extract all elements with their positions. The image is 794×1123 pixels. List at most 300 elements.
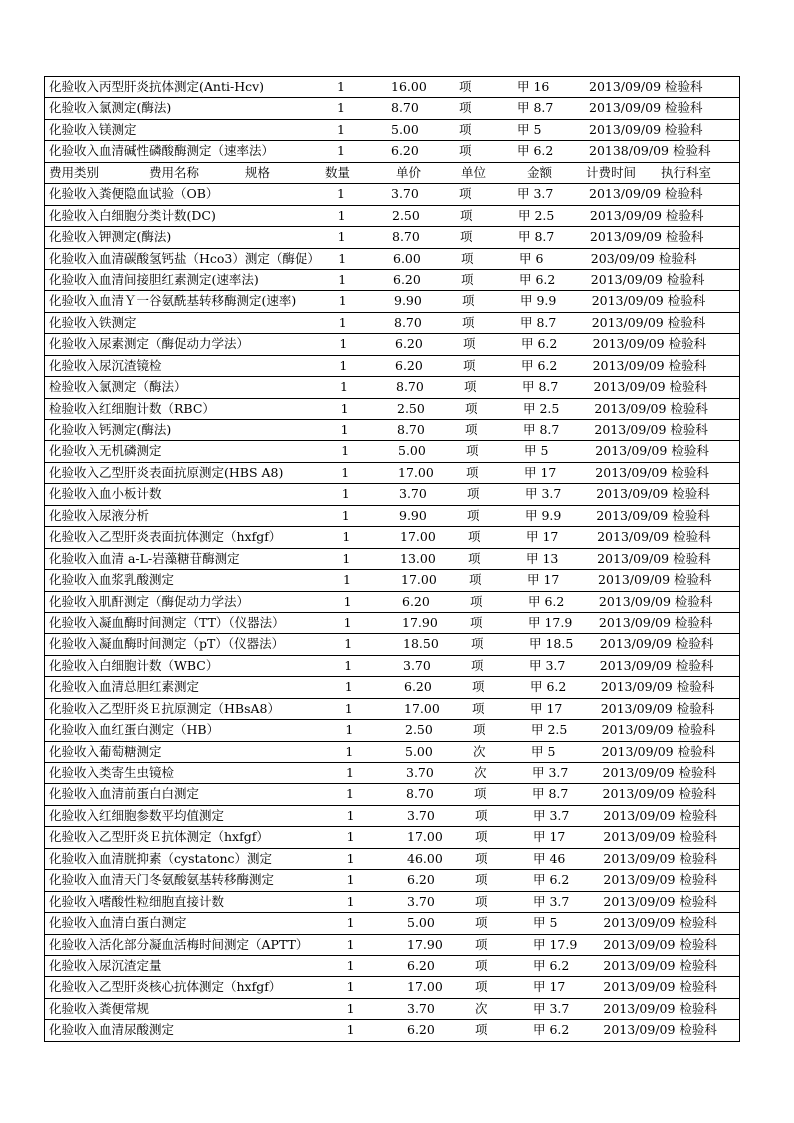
item-amount: 甲 5 <box>531 743 556 759</box>
item-name: 化验收入乙型肝炎表面抗原测定(HBS A8) <box>49 464 284 480</box>
item-qty: 1 <box>338 314 347 330</box>
item-qty: 1 <box>340 379 348 395</box>
item-name: 化验收入嗜酸性粒细胞直接计数 <box>49 893 225 909</box>
item-name: 化验收入血清间接胆红素测定(速率法) <box>49 271 259 287</box>
item-time-dept: 2013/09/09 检验科 <box>602 765 717 780</box>
item-unit: 项 <box>471 636 484 652</box>
item-amount: 甲 17 <box>524 464 557 480</box>
item-amount: 甲 18.5 <box>529 636 574 652</box>
item-price: 5.00 <box>398 443 426 459</box>
item-name: 化验收入乙型肝炎Ｅ抗原测定（HBsA8） <box>49 700 280 716</box>
item-amount: 甲 6.2 <box>533 872 570 888</box>
item-unit: 项 <box>475 957 488 973</box>
item-unit: 项 <box>475 807 488 823</box>
item-qty: 1 <box>346 936 355 952</box>
item-time-dept: 2013/09/09 检验科 <box>601 722 716 738</box>
item-amount: 甲 8.7 <box>517 100 554 116</box>
item-amount: 甲 5 <box>524 443 549 459</box>
item-time-dept: 2013/09/09 检验科 <box>592 357 707 373</box>
item-qty: 1 <box>346 1000 355 1016</box>
item-unit: 项 <box>473 722 486 738</box>
table-row <box>45 549 739 570</box>
table-row <box>45 506 739 527</box>
item-time-dept: 2013/09/09 检验科 <box>603 829 717 845</box>
table-row <box>45 98 739 119</box>
header-amount: 金额 <box>527 164 553 180</box>
table-row <box>45 291 739 312</box>
item-time-dept: 2013/09/09 检验科 <box>601 743 716 759</box>
item-amount: 甲 17 <box>526 529 559 545</box>
item-amount: 甲 6.2 <box>519 271 556 287</box>
item-qty: 1 <box>338 250 347 266</box>
item-unit: 项 <box>459 79 472 94</box>
item-price: 8.70 <box>397 422 425 437</box>
item-unit: 项 <box>475 979 488 995</box>
item-name: 化验收入血清总胆红素测定 <box>49 679 200 695</box>
item-amount: 甲 3.7 <box>533 893 570 909</box>
item-qty: 1 <box>340 422 349 437</box>
item-unit: 项 <box>470 614 483 630</box>
table-row <box>45 742 739 763</box>
item-qty: 1 <box>344 657 353 673</box>
item-price: 8.70 <box>394 314 422 330</box>
item-price: 9.90 <box>394 293 422 309</box>
item-qty: 1 <box>346 915 355 931</box>
item-time-dept: 2013/09/09 检验科 <box>597 529 711 545</box>
item-unit: 项 <box>462 314 475 330</box>
header-time: 计费时间 <box>586 164 637 180</box>
item-unit: 项 <box>461 250 474 266</box>
table-row <box>45 206 739 227</box>
table-row <box>45 656 739 677</box>
header-row <box>45 163 739 184</box>
item-name: 化验收入血清天门冬氨酸氨基转移酶测定 <box>49 872 275 888</box>
item-name: 化验收入尿液分析 <box>49 507 150 523</box>
item-price: 17.00 <box>404 700 440 716</box>
item-unit: 项 <box>475 893 488 909</box>
item-price: 3.70 <box>407 1000 435 1016</box>
item-name: 化验收入粪便常规 <box>49 1000 150 1016</box>
table-row <box>45 634 739 655</box>
item-amount: 甲 9.9 <box>525 507 562 523</box>
table-row <box>45 806 739 827</box>
header-qty: 数量 <box>325 164 351 180</box>
item-unit: 项 <box>460 207 473 223</box>
item-name: 化验收入肌酐测定（酶促动力学法） <box>49 593 250 609</box>
item-name: 化验收入粪便隐血试验（OB） <box>49 186 219 202</box>
item-unit: 项 <box>472 700 485 716</box>
item-amount: 甲 3.7 <box>533 1000 570 1016</box>
item-qty: 1 <box>337 186 345 202</box>
table-row <box>45 592 739 613</box>
item-price: 6.00 <box>393 250 421 266</box>
item-qty: 1 <box>346 1022 355 1038</box>
item-amount: 甲 5 <box>517 121 542 137</box>
table-row <box>45 527 739 548</box>
item-name: 化验收入类寄生虫镜检 <box>49 765 175 780</box>
table-row <box>45 141 739 162</box>
item-time-dept: 2013/09/09 检验科 <box>599 636 714 652</box>
item-name: 检验收入红细胞计数（RBC） <box>49 400 215 416</box>
item-time-dept: 2013/09/09 检验科 <box>603 936 717 952</box>
item-unit: 项 <box>468 550 481 566</box>
item-amount: 甲 2.5 <box>523 400 560 416</box>
item-amount: 甲 3.7 <box>532 765 569 780</box>
item-unit: 项 <box>475 915 488 931</box>
item-name: 化验收入血清白蛋白测定 <box>49 915 187 931</box>
item-price: 17.00 <box>398 464 434 480</box>
item-name: 化验收入钾测定(酶法) <box>49 229 172 245</box>
item-time-dept: 2013/09/09 检验科 <box>603 915 717 931</box>
table-row <box>45 184 739 205</box>
table-row <box>45 120 739 141</box>
item-time-dept: 2013/09/09 检验科 <box>598 593 713 609</box>
item-amount: 甲 6 <box>519 250 544 266</box>
header-price: 单价 <box>396 164 422 180</box>
item-time-dept: 2013/09/09 检验科 <box>603 957 717 973</box>
item-qty: 1 <box>346 786 354 802</box>
item-amount: 甲 17.9 <box>528 614 573 630</box>
item-price: 6.20 <box>391 143 419 159</box>
item-price: 6.20 <box>407 1022 435 1038</box>
item-price: 3.70 <box>391 186 419 202</box>
item-qty: 1 <box>339 336 348 352</box>
item-qty: 1 <box>337 229 346 245</box>
item-unit: 项 <box>466 464 479 480</box>
item-name: 化验收入血清前蛋白白测定 <box>49 786 200 802</box>
item-unit: 项 <box>468 529 481 545</box>
table-row <box>45 870 739 891</box>
item-name: 化验收入镁测定 <box>49 121 137 137</box>
item-name: 化验收入铁测定 <box>49 314 137 330</box>
item-unit: 项 <box>470 593 483 609</box>
table-row <box>45 377 739 398</box>
header-unit: 单位 <box>461 164 487 180</box>
item-name: 化验收入乙型肝炎Ｅ抗体测定（hxfgf） <box>49 829 269 845</box>
item-qty: 1 <box>337 207 346 223</box>
item-time-dept: 2013/09/09 检验科 <box>603 979 717 995</box>
item-name: 化验收入红细胞参数平均值测定 <box>49 807 225 823</box>
item-time-dept: 2013/09/09 检验科 <box>603 850 717 866</box>
item-time-dept: 2013/09/09 检验科 <box>591 293 706 309</box>
item-amount: 甲 3.7 <box>529 657 566 673</box>
table-row <box>45 463 739 484</box>
item-amount: 甲 17 <box>530 700 563 716</box>
table-row <box>45 892 739 913</box>
item-price: 5.00 <box>391 121 419 137</box>
item-time-dept: 2013/09/09 检验科 <box>599 657 714 673</box>
item-price: 2.50 <box>405 722 433 738</box>
item-qty: 1 <box>346 957 355 973</box>
item-unit: 项 <box>475 850 488 866</box>
table-row <box>45 313 739 334</box>
item-price: 2.50 <box>392 207 420 223</box>
header-fee-name: 费用名称 <box>149 164 200 180</box>
table-row <box>45 977 739 998</box>
item-time-dept: 2013/09/09 检验科 <box>595 464 709 480</box>
item-name: 化验收入乙型肝炎表面抗体测定（hxfgf） <box>49 529 282 545</box>
item-qty: 1 <box>337 121 345 137</box>
item-time-dept: 2013/09/09 检验科 <box>594 422 708 437</box>
item-qty: 1 <box>343 614 352 630</box>
table-row <box>45 227 739 248</box>
item-time-dept: 2013/09/09 检验科 <box>603 872 717 888</box>
table-row <box>45 356 739 377</box>
item-qty: 1 <box>346 979 355 995</box>
table-row <box>45 677 739 698</box>
item-time-dept: 2013/09/09 检验科 <box>597 550 711 566</box>
item-qty: 1 <box>338 293 347 309</box>
table-row <box>45 699 739 720</box>
item-time-dept: 2013/09/09 检验科 <box>590 271 705 287</box>
item-price: 6.20 <box>395 357 423 373</box>
item-unit: 项 <box>464 379 477 395</box>
item-time-dept: 2013/09/09 检验科 <box>602 786 717 802</box>
item-amount: 甲 6.2 <box>530 679 567 695</box>
item-price: 17.00 <box>401 572 437 588</box>
item-unit: 项 <box>463 336 476 352</box>
item-time-dept: 2013/09/09 检验科 <box>598 572 712 588</box>
item-name: 化验收入无机磷测定 <box>49 443 162 459</box>
item-amount: 甲 17 <box>527 572 560 588</box>
item-qty: 1 <box>343 572 351 588</box>
item-price: 18.50 <box>403 636 439 652</box>
item-price: 8.70 <box>392 229 420 245</box>
item-unit: 项 <box>466 443 479 459</box>
item-amount: 甲 6.2 <box>533 1022 570 1038</box>
item-unit: 项 <box>465 422 478 437</box>
item-qty: 1 <box>341 443 350 459</box>
item-unit: 项 <box>459 121 472 137</box>
item-name: 化验收入尿沉渣镜检 <box>49 357 162 373</box>
table-row <box>45 420 739 441</box>
item-time-dept: 2013/09/09 检验科 <box>603 1000 717 1016</box>
item-unit: 项 <box>471 657 484 673</box>
item-unit: 项 <box>467 507 480 523</box>
item-time-dept: 2013/09/09 检验科 <box>589 79 703 94</box>
item-name: 化验收入葡萄糖测定 <box>49 743 162 759</box>
item-qty: 1 <box>339 357 348 373</box>
item-time-dept: 2013/09/09 检验科 <box>596 486 710 502</box>
table-row <box>45 784 739 805</box>
item-price: 2.50 <box>397 400 425 416</box>
item-amount: 甲 6.2 <box>528 593 565 609</box>
item-amount: 甲 17.9 <box>533 936 578 952</box>
item-qty: 1 <box>343 593 352 609</box>
table-row <box>45 763 739 784</box>
item-unit: 次 <box>473 743 486 759</box>
item-time-dept: 2013/09/09 检验科 <box>600 700 715 716</box>
item-qty: 1 <box>346 765 354 780</box>
item-price: 6.20 <box>404 679 432 695</box>
item-time-dept: 2013/09/09 检验科 <box>592 336 707 352</box>
item-qty: 1 <box>344 636 353 652</box>
item-price: 16.00 <box>391 79 427 94</box>
table-row <box>45 849 739 870</box>
item-price: 6.20 <box>402 593 430 609</box>
item-amount: 甲 16 <box>517 79 550 94</box>
item-qty: 1 <box>337 79 345 94</box>
item-amount: 甲 5 <box>533 915 558 931</box>
item-qty: 1 <box>338 271 347 287</box>
item-amount: 甲 8.7 <box>532 786 569 802</box>
item-name: 化验收入血清 a-L-岩藻糖苷酶测定 <box>49 550 240 566</box>
item-price: 17.00 <box>407 979 443 995</box>
table-row <box>45 720 739 741</box>
item-name: 化验收入凝血酶时间测定（pT）（仪器法） <box>49 636 285 652</box>
item-qty: 1 <box>346 850 355 866</box>
table-row <box>45 249 739 270</box>
item-qty: 1 <box>341 486 350 502</box>
item-price: 3.70 <box>407 807 435 823</box>
item-unit: 项 <box>459 143 472 159</box>
item-price: 13.00 <box>400 550 436 566</box>
table-row <box>45 935 739 956</box>
item-qty: 1 <box>337 100 345 116</box>
item-price: 46.00 <box>407 850 443 866</box>
table-row <box>45 441 739 462</box>
item-name: 化验收入血红蛋白测定（HB） <box>49 722 220 738</box>
item-qty: 1 <box>337 143 345 159</box>
item-time-dept: 2013/09/09 检验科 <box>596 507 710 523</box>
item-qty: 1 <box>346 829 355 845</box>
item-qty: 1 <box>345 743 354 759</box>
header-spec: 规格 <box>245 164 271 180</box>
item-amount: 甲 6.2 <box>533 957 570 973</box>
item-price: 6.20 <box>395 336 423 352</box>
table-row <box>45 270 739 291</box>
item-amount: 甲 6.2 <box>521 357 558 373</box>
item-time-dept: 2013/09/09 检验科 <box>603 893 717 909</box>
item-amount: 甲 8.7 <box>522 379 559 395</box>
item-name: 化验收入白细胞分类计数(DC) <box>49 207 216 223</box>
item-qty: 1 <box>342 529 351 545</box>
table-row <box>45 334 739 355</box>
item-time-dept: 2013/09/09 检验科 <box>589 229 704 245</box>
table-row <box>45 956 739 977</box>
item-unit: 项 <box>461 271 474 287</box>
item-unit: 项 <box>467 486 480 502</box>
item-price: 5.00 <box>407 915 435 931</box>
item-qty: 1 <box>341 464 350 480</box>
item-price: 3.70 <box>399 486 427 502</box>
item-price: 5.00 <box>405 743 433 759</box>
table-row <box>45 827 739 848</box>
item-qty: 1 <box>346 872 355 888</box>
item-amount: 甲 6.2 <box>517 143 554 159</box>
item-amount: 甲 3.7 <box>533 807 570 823</box>
item-price: 17.00 <box>400 529 436 545</box>
item-name: 化验收入氯测定(酶法) <box>49 100 172 116</box>
item-amount: 甲 8.7 <box>520 314 557 330</box>
item-unit: 次 <box>475 1000 488 1016</box>
item-qty: 1 <box>346 893 355 909</box>
item-time-dept: 2013/09/09 检验科 <box>589 186 703 202</box>
item-unit: 项 <box>474 786 487 802</box>
item-amount: 甲 17 <box>533 829 566 845</box>
item-unit: 项 <box>459 186 472 202</box>
item-name: 化验收入尿沉渣定量 <box>49 957 162 973</box>
item-price: 17.00 <box>407 829 443 845</box>
item-amount: 甲 13 <box>526 550 559 566</box>
item-price: 3.70 <box>407 893 435 909</box>
table-row <box>45 613 739 634</box>
item-time-dept: 2013/09/09 检验科 <box>589 207 704 223</box>
item-unit: 项 <box>475 872 488 888</box>
item-price: 3.70 <box>406 765 434 780</box>
item-amount: 甲 8.7 <box>523 422 560 437</box>
billing-table <box>44 76 740 1042</box>
item-time-dept: 203/09/09 检验科 <box>590 250 697 266</box>
item-time-dept: 2013/09/09 检验科 <box>593 379 708 395</box>
item-time-dept: 2013/09/09 检验科 <box>589 121 703 137</box>
header-category: 费用类别 <box>49 164 100 180</box>
item-price: 17.90 <box>407 936 443 952</box>
item-name: 化验收入钙测定(酶法) <box>49 422 172 437</box>
item-name: 化验收入血浆乳酸测定 <box>49 572 175 588</box>
item-qty: 1 <box>346 807 355 823</box>
item-name: 化验收入血清碱性磷酸酶测定（速率法） <box>49 143 275 159</box>
item-amount: 甲 46 <box>533 850 566 866</box>
table-row <box>45 1020 739 1041</box>
table-row <box>45 913 739 934</box>
item-price: 6.20 <box>407 872 435 888</box>
item-name: 化验收入血小板计数 <box>49 486 162 502</box>
item-price: 6.20 <box>393 271 421 287</box>
item-name: 化验收入白细胞计数（WBC） <box>49 657 219 673</box>
table-row <box>45 570 739 591</box>
item-time-dept: 2013/09/09 检验科 <box>595 443 709 459</box>
item-unit: 项 <box>469 572 482 588</box>
item-name: 化验收入血清胱抑素（cystatonc）测定 <box>49 850 273 866</box>
item-qty: 1 <box>345 722 354 738</box>
item-amount: 甲 3.7 <box>517 186 554 202</box>
item-amount: 甲 2.5 <box>518 207 555 223</box>
item-amount: 甲 6.2 <box>521 336 558 352</box>
item-name: 化验收入凝血酶时间测定（TT）（仪器法） <box>49 614 285 630</box>
item-amount: 甲 9.9 <box>520 293 557 309</box>
item-amount: 甲 8.7 <box>518 229 555 245</box>
item-unit: 项 <box>475 936 488 952</box>
item-price: 3.70 <box>403 657 431 673</box>
item-unit: 项 <box>462 293 475 309</box>
item-unit: 项 <box>463 357 476 373</box>
table-row <box>45 399 739 420</box>
item-unit: 项 <box>475 1022 488 1038</box>
header-dept: 执行科室 <box>661 164 712 180</box>
item-amount: 甲 2.5 <box>531 722 568 738</box>
item-qty: 1 <box>340 400 349 416</box>
item-name: 化验收入血清尿酸测定 <box>49 1022 175 1038</box>
item-name: 化验收入乙型肝炎核心抗体测定（hxfgf） <box>49 979 282 995</box>
table-row <box>45 77 739 98</box>
item-qty: 1 <box>344 679 353 695</box>
item-amount: 甲 17 <box>533 979 566 995</box>
item-time-dept: 2013/09/09 检验科 <box>598 614 713 630</box>
item-qty: 1 <box>342 550 351 566</box>
table-row <box>45 484 739 505</box>
item-unit: 次 <box>474 765 487 780</box>
item-unit: 项 <box>475 829 488 845</box>
item-price: 8.70 <box>391 100 419 116</box>
item-price: 9.90 <box>399 507 427 523</box>
item-name: 化验收入丙型肝炎抗体测定(Anti-Hcv) <box>49 79 265 94</box>
item-price: 6.20 <box>407 957 435 973</box>
item-time-dept: 20138/09/09 检验科 <box>589 143 711 159</box>
item-qty: 1 <box>344 700 353 716</box>
item-amount: 甲 3.7 <box>525 486 562 502</box>
item-time-dept: 2013/09/09 检验科 <box>603 807 717 823</box>
